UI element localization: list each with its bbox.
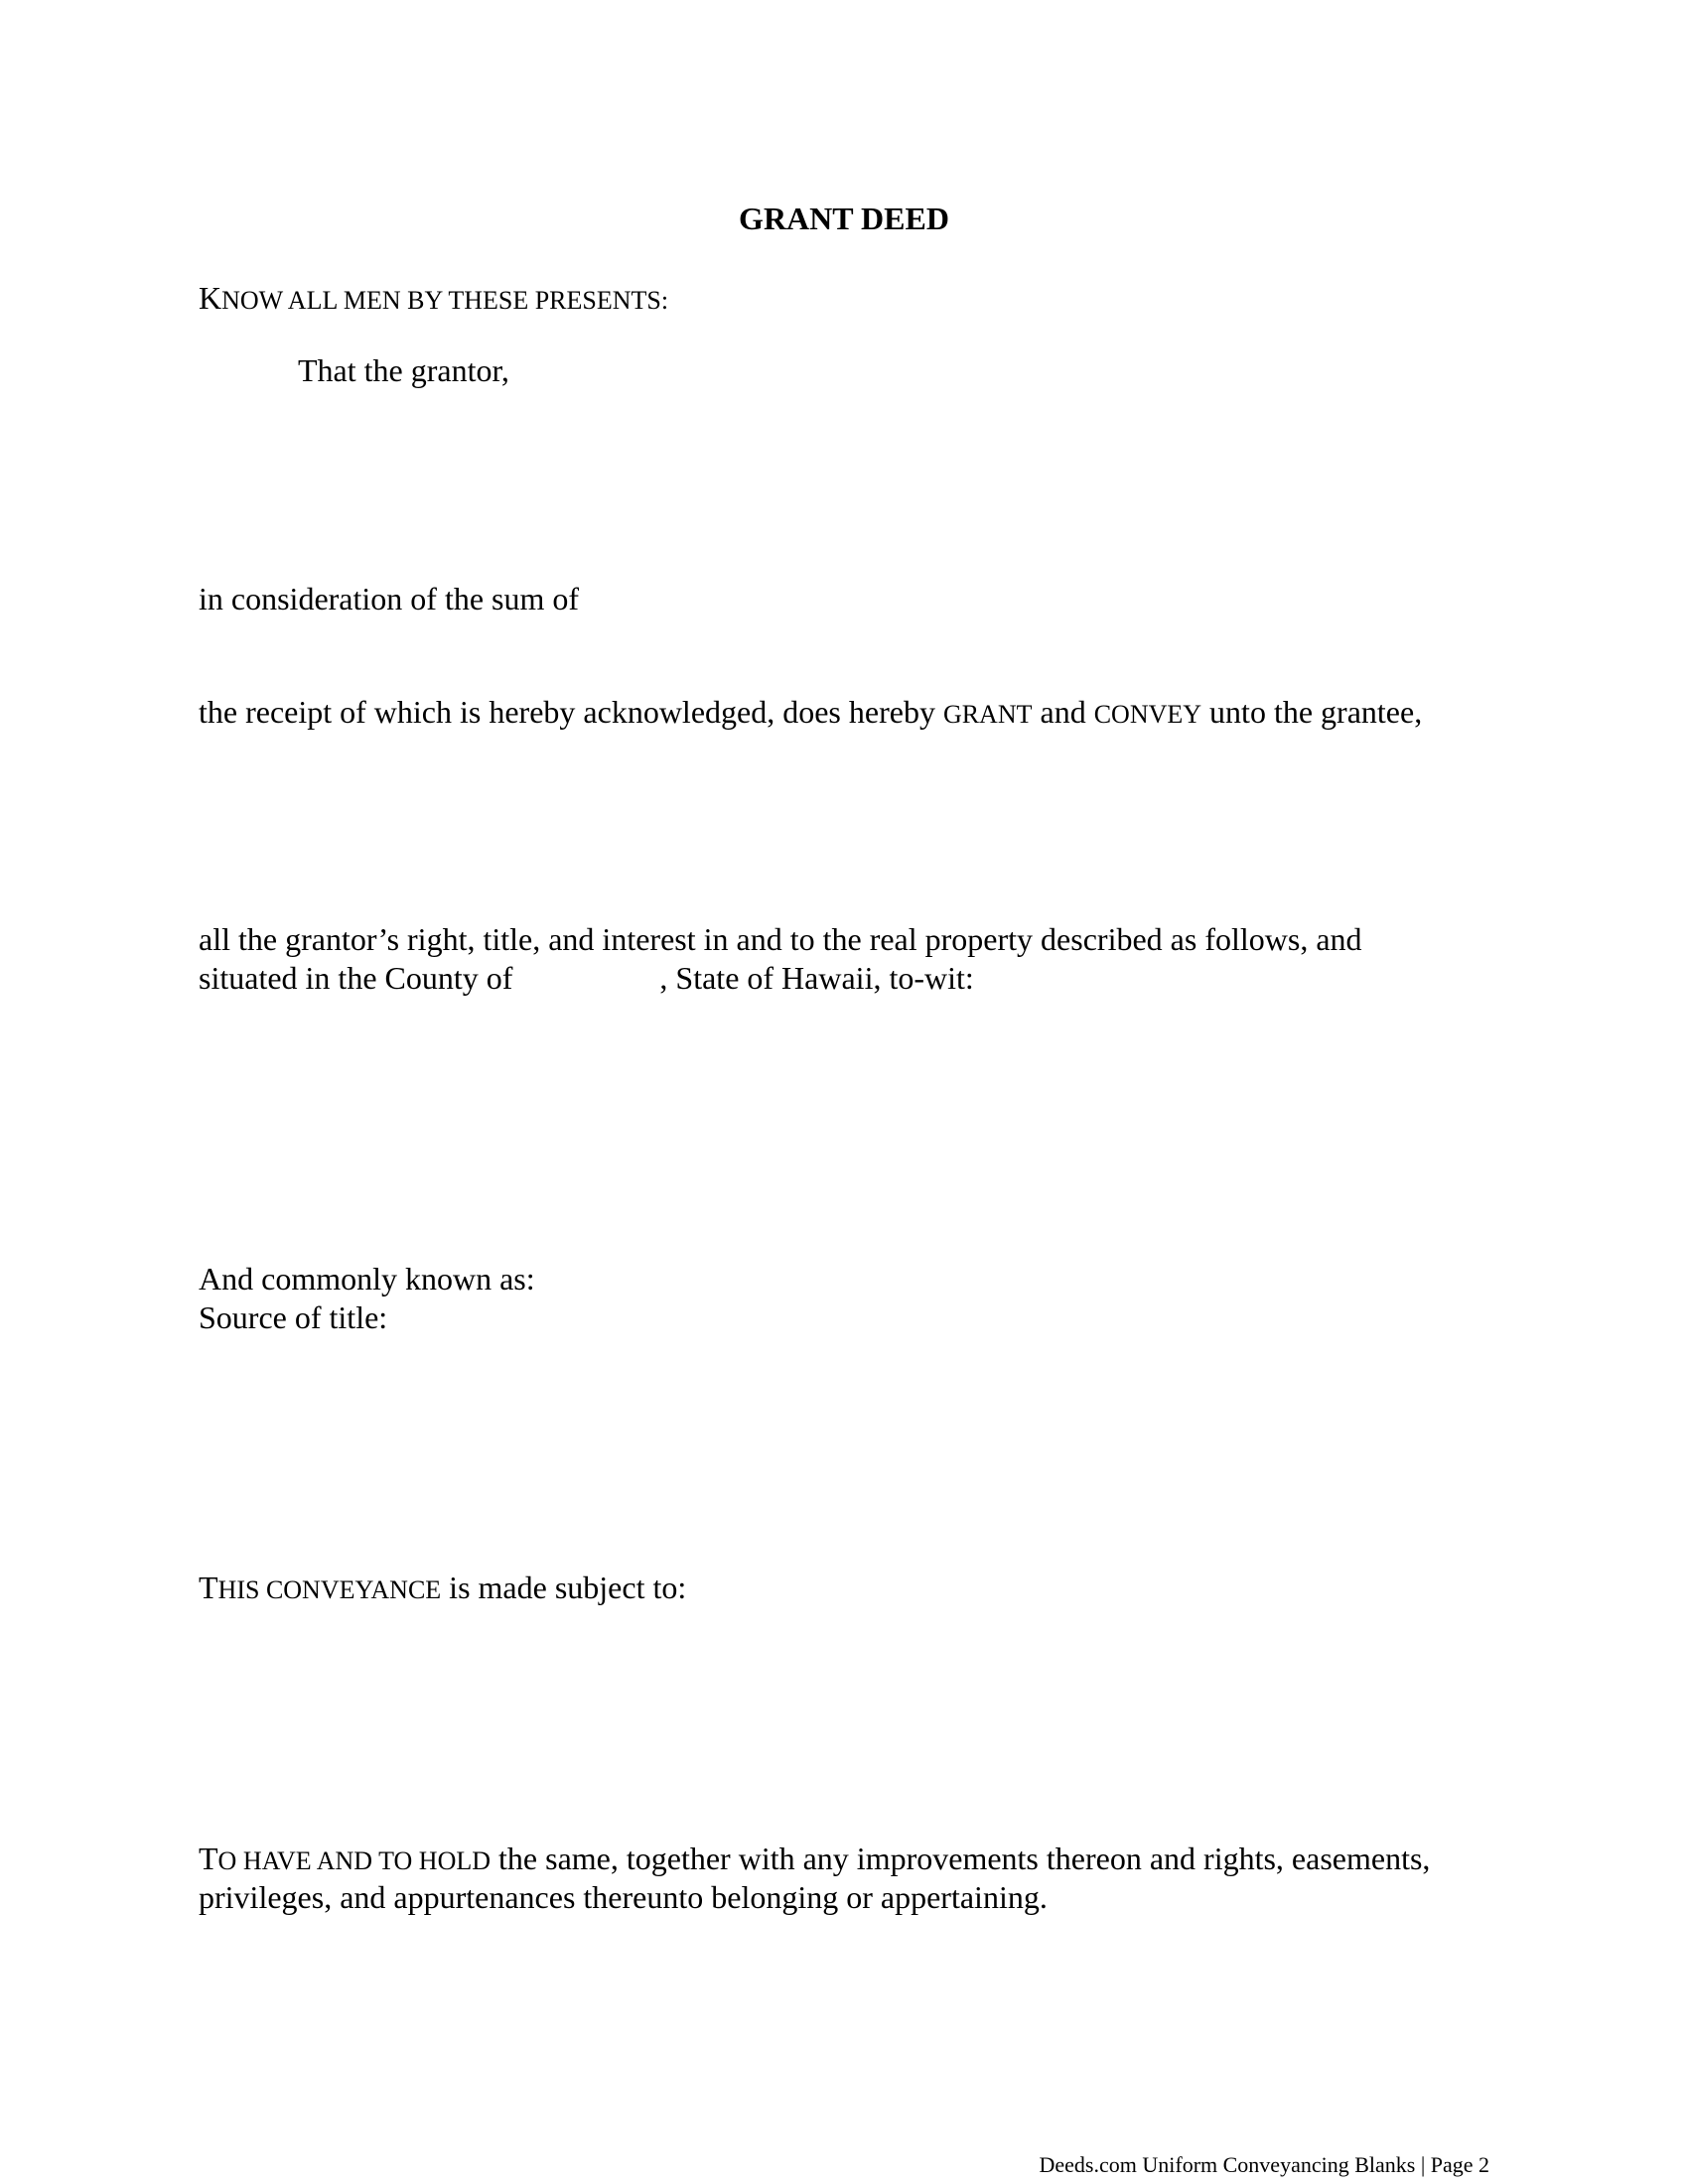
conveyance-after: is made subject to: [441, 1570, 687, 1605]
habendum-o: O [217, 1846, 237, 1875]
conveyance-initial: T [199, 1570, 218, 1605]
convey-keyword: CONVEY [1093, 700, 1202, 729]
property-line-1: all the grantor’s right, title, and interest in and to the real property described as follows, and [199, 921, 1362, 957]
commonly-known-label: And commonly known as: [199, 1261, 535, 1297]
grantee-text: unto the grantee, [1201, 694, 1423, 730]
grantor-line: That the grantor, [298, 352, 509, 388]
receipt-text: the receipt of which is hereby acknowledged, does hereby [199, 694, 943, 730]
county-label: situated in the County of [199, 960, 513, 996]
page-footer: Deeds.com Uniform Conveyancing Blanks | Page 2 [1039, 2152, 1489, 2177]
preamble [199, 278, 668, 321]
state-text: , State of Hawaii, to-wit: [659, 960, 974, 996]
source-of-title-label: Source of title: [199, 1299, 388, 1335]
receipt-line [199, 692, 1422, 735]
conveyance-smallcaps: HIS CONVEYANCE [217, 1575, 442, 1604]
habendum-line-1 [199, 1839, 1430, 1881]
consideration-line: in consideration of the sum of [199, 581, 580, 616]
document-title: GRANT DEED [739, 201, 949, 236]
habendum-text: the same, together with any improvements thereon and rights, easements, [491, 1841, 1431, 1876]
conveyance-line [199, 1568, 686, 1610]
habendum-initial: T [199, 1841, 218, 1876]
preamble-smallcaps: NOW ALL MEN BY THESE PRESENTS: [221, 286, 669, 315]
property-line-2 [199, 958, 974, 998]
habendum-line-2: privileges, and appurtenances thereunto belonging or appertaining. [199, 1879, 1048, 1915]
habendum-smallcaps: HAVE AND TO HOLD [236, 1846, 492, 1875]
and-text: and [1032, 694, 1094, 730]
grant-keyword: GRANT [942, 700, 1033, 729]
preamble-initial: K [199, 280, 222, 316]
